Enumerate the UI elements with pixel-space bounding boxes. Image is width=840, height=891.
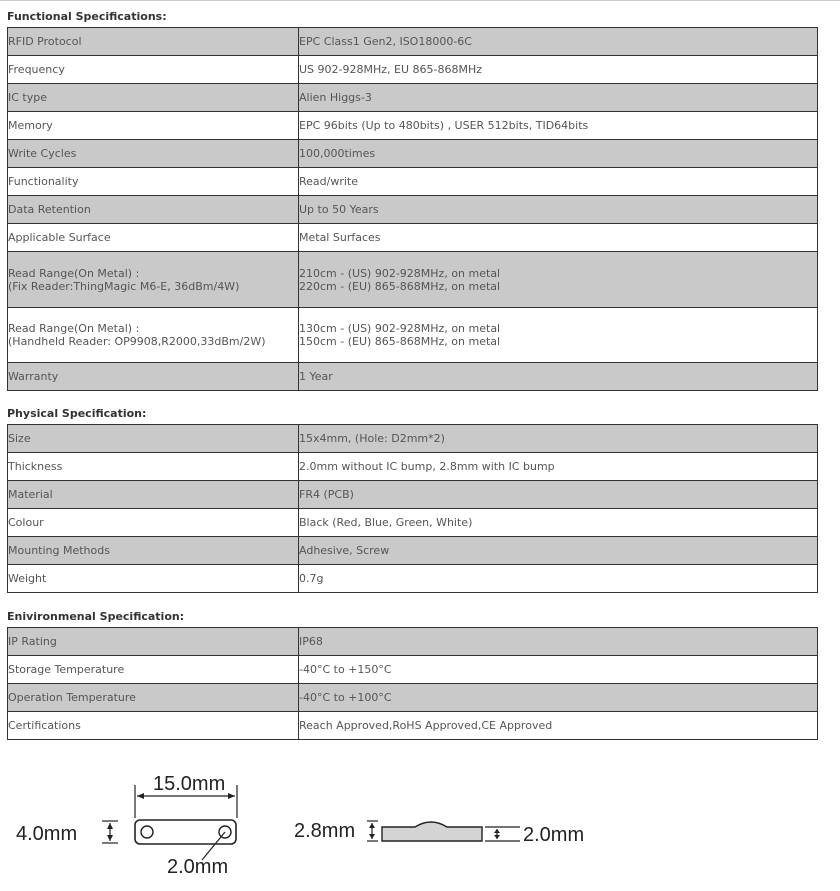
spec-label: IP Rating (8, 628, 299, 656)
table-row (8, 537, 818, 565)
spec-value: 2.0mm without IC bump, 2.8mm with IC bump (299, 453, 818, 481)
table-row (8, 84, 818, 112)
width-dimension-label: 4.0mm (16, 823, 78, 845)
spec-label: Weight (8, 565, 299, 593)
spec-label: RFID Protocol (8, 28, 299, 56)
spec-label: Operation Temperature (8, 684, 299, 712)
spec-value: US 902-928MHz, EU 865-868MHz (299, 56, 818, 84)
spec-label: Mounting Methods (8, 537, 299, 565)
hole-dimension-label: 2.0mm (167, 856, 229, 878)
section-title-functional: Functional Specifications: (7, 10, 167, 23)
table-row (8, 565, 818, 593)
spec-label: Colour (8, 509, 299, 537)
table-row (8, 112, 818, 140)
spec-value: Metal Surfaces (299, 224, 818, 252)
table-row (8, 684, 818, 712)
spec-value: 1 Year (299, 363, 818, 391)
table-row (8, 168, 818, 196)
spec-value: 210cm - (US) 902-928MHz, on metal 220cm - (EU) 865-868MHz, on metal (299, 252, 818, 308)
spec-label: Read Range(On Metal) : (Fix Reader:ThingMagic M6-E, 36dBm/4W) (8, 252, 299, 308)
spec-value: 0.7g (299, 565, 818, 593)
table-row (8, 196, 818, 224)
spec-label: Memory (8, 112, 299, 140)
table-row (8, 252, 818, 308)
spec-value: 15x4mm, (Hole: D2mm*2) (299, 425, 818, 453)
section-title-physical: Physical Specification: (7, 407, 147, 420)
spec-value: Adhesive, Screw (299, 537, 818, 565)
bump-thickness-label: 2.8mm (294, 820, 356, 842)
spec-value: IP68 (299, 628, 818, 656)
spec-label: Thickness (8, 453, 299, 481)
spec-label: Functionality (8, 168, 299, 196)
spec-label: Read Range(On Metal) : (Handheld Reader: OP9908,R2000,33dBm/2W) (8, 308, 299, 363)
functional-spec-table (7, 27, 818, 391)
spec-label: Material (8, 481, 299, 509)
spec-value: EPC Class1 Gen2, ISO18000-6C (299, 28, 818, 56)
table-row (8, 28, 818, 56)
length-dimension-label: 15.0mm (153, 773, 226, 795)
table-row (8, 425, 818, 453)
spec-label: Size (8, 425, 299, 453)
table-row (8, 656, 818, 684)
table-row (8, 308, 818, 363)
spec-label: IC type (8, 84, 299, 112)
table-row (8, 481, 818, 509)
table-row (8, 224, 818, 252)
environmental-spec-table (7, 627, 818, 740)
spec-label: Warranty (8, 363, 299, 391)
spec-value: 130cm - (US) 902-928MHz, on metal 150cm - (EU) 865-868MHz, on metal (299, 308, 818, 363)
spec-value: Alien Higgs-3 (299, 84, 818, 112)
spec-label: Storage Temperature (8, 656, 299, 684)
spec-value: Up to 50 Years (299, 196, 818, 224)
spec-value: Read/write (299, 168, 818, 196)
spec-value: EPC 96bits (Up to 480bits) , USER 512bits, TID64bits (299, 112, 818, 140)
side-view-drawing (294, 820, 584, 846)
spec-label: Write Cycles (8, 140, 299, 168)
spec-label: Frequency (8, 56, 299, 84)
table-row (8, 628, 818, 656)
spec-value: -40°C to +150°C (299, 656, 818, 684)
spec-value: FR4 (PCB) (299, 481, 818, 509)
dimension-diagram (0, 760, 840, 891)
spec-value: 100,000times (299, 140, 818, 168)
table-row (8, 363, 818, 391)
table-row (8, 56, 818, 84)
spec-label: Certifications (8, 712, 299, 740)
top-divider (0, 0, 840, 1)
top-view-drawing (16, 773, 237, 878)
spec-label: Applicable Surface (8, 224, 299, 252)
section-title-environmental: Enivironmenal Specification: (7, 610, 185, 623)
table-row (8, 509, 818, 537)
spec-value: Reach Approved,RoHS Approved,CE Approved (299, 712, 818, 740)
thickness-label: 2.0mm (523, 824, 585, 846)
table-row (8, 140, 818, 168)
spec-value: -40°C to +100°C (299, 684, 818, 712)
table-row (8, 453, 818, 481)
physical-spec-table (7, 424, 818, 593)
table-row (8, 712, 818, 740)
spec-value: Black (Red, Blue, Green, White) (299, 509, 818, 537)
spec-label: Data Retention (8, 196, 299, 224)
